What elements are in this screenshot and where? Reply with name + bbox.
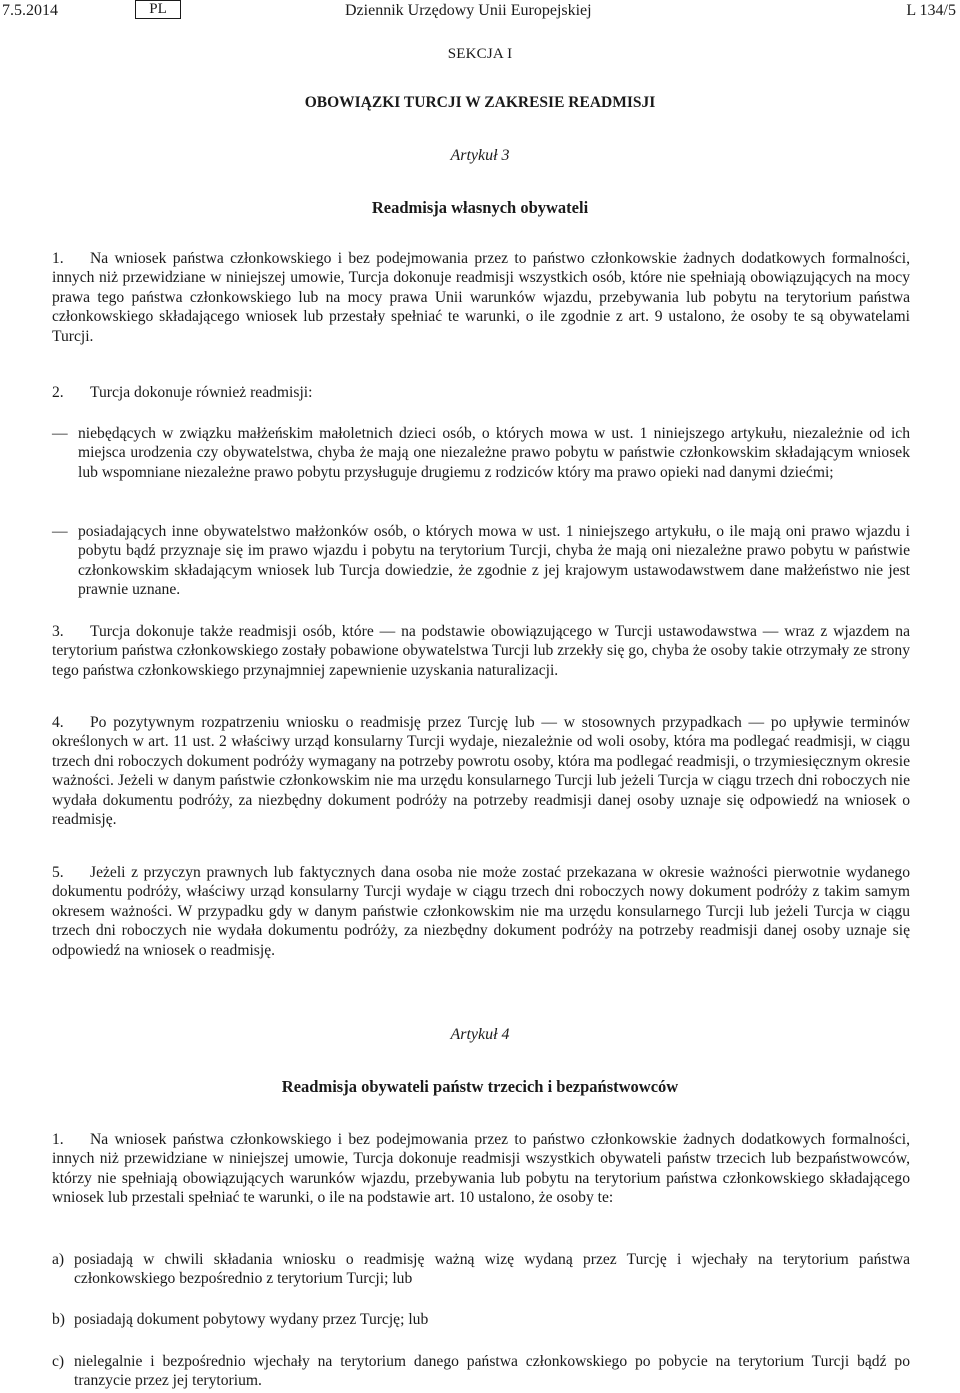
paragraph-number: 3. — [52, 623, 64, 640]
article-3-paragraph-1 — [52, 249, 910, 346]
paragraph-text: Po pozytywnym rozpatrzeniu wniosku o readmisję przez Turcję lub — w stosownych przypadkach — po upływie terminów określonych w art. 11 ust. 2 właściwy urząd konsularny Turcji wydaje, niezależnie od woli osoby, która ma podlegać readmisji, w ciągu trzech dni roboczych dokument podróży wymagany na potrzeby powrotu osoby, która ma podlegać readmisji, o trzymiesięcznym okresie ważności. Jeżeli w danym państwie członkowskim nie ma urzędu konsularnego Turcji lub jeżeli Turcja w ciągu trzech dni roboczych nie wydała dokumentu podróży, za niezbędny dokument podróży na potrzeby readmisji danej osoby uznaje się odpowiedź na wniosek o readmisję. — [52, 714, 910, 829]
page-reference: L 134/5 — [906, 2, 956, 19]
item-text: nielegalnie i bezpośrednio wjechały na terytorium danego państwa członkowskiego po pobycie na terytorium Turcji bądź po tranzycie przez jej terytorium. — [74, 1353, 910, 1390]
dash-marker: — — [52, 425, 68, 442]
paragraph-number: 4. — [52, 714, 64, 731]
paragraph-number: 1. — [52, 250, 64, 267]
paragraph-text: Jeżeli z przyczyn prawnych lub faktycznych dana osoba nie może zostać przekazana w okresie ważności pierwotnie wydanego dokumentu podróży, właściwy urząd konsularny Turcji wydaje w ciągu trzech dni roboczych nowy dokument podróży z takim samym okresem ważności. W przypadku gdy w danym państwie członkowskim nie ma urzędu konsularnego Turcji lub jeżeli Turcja w ciągu trzech dni roboczych nie wydała dokumentu podróży, za niezbędny dokument podróży na potrzeby readmisji danej osoby uznaje się odpowiedź na wniosek o readmisję. — [52, 864, 910, 959]
item-marker: c) — [52, 1353, 65, 1370]
language-badge: PL — [135, 0, 181, 19]
paragraph-text: Na wniosek państwa członkowskiego i bez podejmowania przez to państwo członkowskie żadnych dodatkowych formalności, innych niż przewidziane w niniejszej umowie, Turcja dokonuje readmisji wszystkich obywateli państw trzecich lub bezpaństwowców, którzy nie spełniają obowiązujących warunków wjazdu, przebywania lub pobytu na terytorium państwa członkowskiego składającego wniosek lub przestali spełniać te warunki, o ile na podstawie art. 10 ustalono, że osoby te: — [52, 1131, 910, 1207]
article-4-number: Artykuł 4 — [450, 1026, 510, 1043]
dash-item-text: posiadających inne obywatelstwo małżonków osób, o których mowa w ust. 1 niniejszego artykułu, o ile mają oni prawo wjazdu i pobytu bądź przyznaje się im prawo wjazdu i pobytu na terytorium Turcji, chyba że mają oni niezależne prawo pobytu w państwie członkowskim składającym wniosek lub Turcja dowiedzie, że zgodnie z jej krajowym ustawodawstwem dane małżeństwo nie jest prawnie uznane. — [78, 523, 910, 599]
paragraph-text: Turcja dokonuje również readmisji: — [90, 384, 313, 401]
publication-date: 7.5.2014 — [2, 2, 58, 19]
article-4-item-c — [52, 1352, 910, 1391]
section-title: OBOWIĄZKI TURCJI W ZAKRESIE READMISJI — [304, 94, 656, 111]
article-3-paragraph-5 — [52, 863, 910, 960]
page-header — [0, 0, 960, 24]
article-3-dash-item-2 — [52, 522, 910, 600]
article-4-paragraph-1 — [52, 1130, 910, 1208]
paragraph-number: 5. — [52, 864, 64, 881]
article-3-paragraph-2 — [52, 383, 910, 402]
item-text: posiadają dokument pobytowy wydany przez Turcję; lub — [74, 1311, 429, 1328]
dash-marker: — — [52, 523, 68, 540]
article-3-paragraph-4 — [52, 713, 910, 829]
item-marker: a) — [52, 1251, 65, 1268]
article-3-number: Artykuł 3 — [450, 147, 510, 164]
article-3-dash-item-1 — [52, 424, 910, 482]
paragraph-text: Turcja dokonuje także readmisji osób, które — na podstawie obowiązującego w Turcji ustawodawstwa — wraz z wjazdem na terytorium państwa członkowskiego zostały pobawione obywatelstwa Turcji lub zrzekły się go, chyba że osoby takie otrzymały ze strony tego państwa członkowskiego przynajmniej zapewnienie uzyskania naturalizacji. — [52, 623, 910, 679]
article-4-title: Readmisja obywateli państw trzecich i bezpaństwowców — [281, 1077, 679, 1096]
article-3-paragraph-3 — [52, 622, 910, 680]
paragraph-text: Na wniosek państwa członkowskiego i bez podejmowania przez to państwo członkowskie żadnych dodatkowych formalności, innych niż przewidziane w niniejszej umowie, Turcja dokonuje readmisji wszystkich osób, które nie spełniają obowiązujących na mocy prawa tego państwa członkowskiego lub na mocy prawa Unii warunków wjazdu, przebywania lub pobytu na terytorium państwa członkowskiego składającego wniosek lub przestały spełniać te warunki, o ile zgodnie z art. 9 ustalono, że osoby te są obywatelami Turcji. — [52, 250, 910, 345]
section-label: SEKCJA I — [447, 46, 513, 62]
paragraph-number: 2. — [52, 384, 64, 401]
paragraph-number: 1. — [52, 1131, 64, 1148]
item-marker: b) — [52, 1311, 65, 1328]
dash-item-text: niebędących w związku małżeńskim małoletnich dzieci osób, o których mowa w ust. 1 niniejszego artykułu, niezależnie od ich miejsca urodzenia czy obywatelstwa, chyba że mają one niezależne prawo pobytu w państwie członkowskim składającym wniosek lub wspomniane niezależne prawo pobytu przysługuje drugiemu z rodziców który ma prawo opieki nad danymi dziećmi; — [78, 425, 910, 481]
article-4-item-b — [52, 1310, 910, 1329]
article-4-item-a — [52, 1250, 910, 1289]
journal-title: Dziennik Urzędowy Unii Europejskiej — [345, 2, 592, 19]
article-3-title: Readmisja własnych obywateli — [371, 198, 589, 217]
item-text: posiadają w chwili składania wniosku o readmisję ważną wizę wydaną przez Turcję i wjechały na terytorium państwa członkowskiego bezpośrednio z terytorium Turcji; lub — [74, 1251, 910, 1288]
